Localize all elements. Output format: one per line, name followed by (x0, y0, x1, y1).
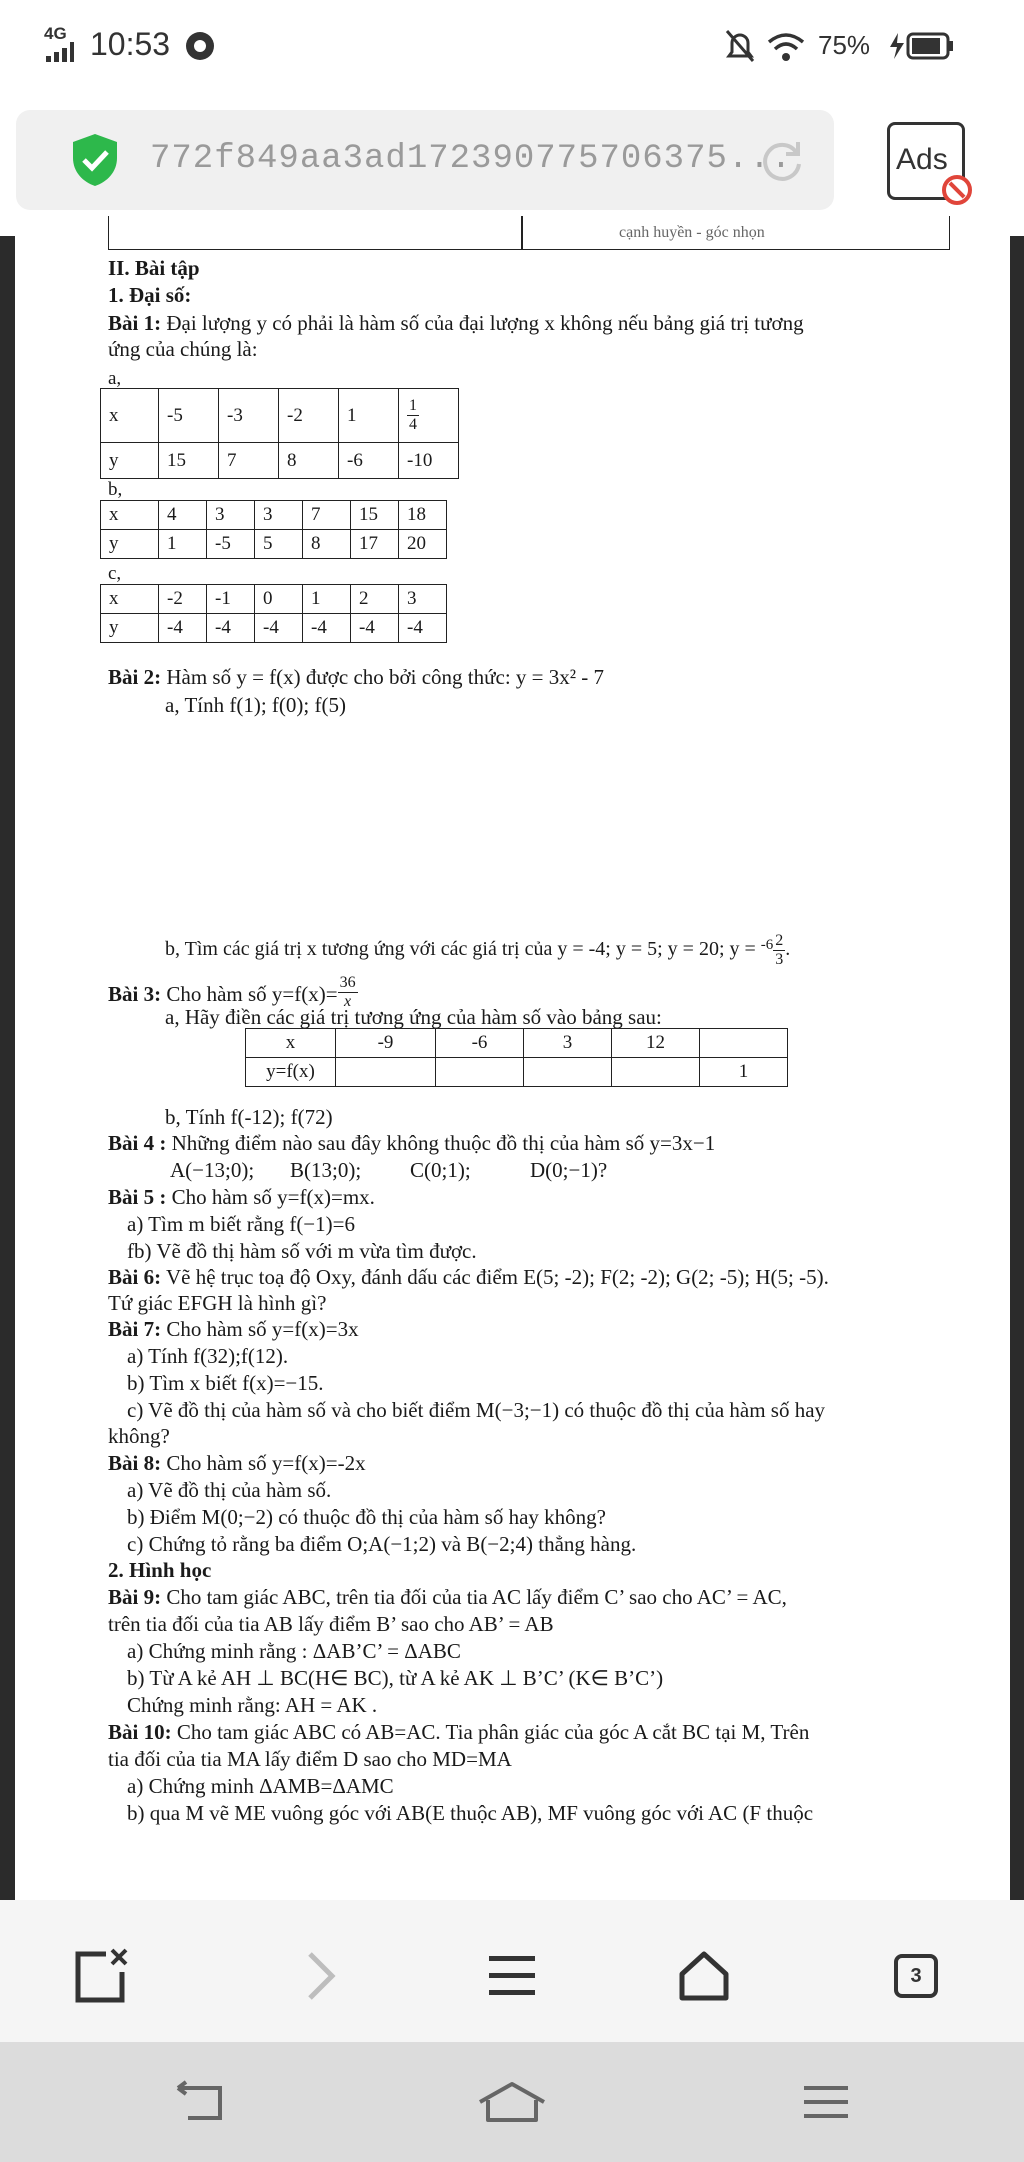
bai5-text: Cho hàm số y=f(x)=mx. (166, 1185, 375, 1209)
table-cell (524, 1058, 612, 1087)
bai10-b: b) qua M vẽ ME vuông góc với AB(E thuộc AB), MF vuông góc với AC (F thuộc (127, 1801, 814, 1825)
menu-button[interactable] (472, 1936, 552, 2016)
close-tab-icon (68, 1944, 132, 2008)
bai5-line (108, 1184, 375, 1210)
table-cell: 20 (399, 530, 447, 559)
table-cell: -6 (339, 443, 399, 479)
fraction-numerator: 36 (339, 974, 356, 991)
bai9-line2: trên tia đối của tia AB lấy điểm B’ sao cho AB’ = AB (108, 1612, 554, 1636)
table-row (101, 443, 459, 479)
table-cell: 12 (612, 1029, 700, 1058)
address-bar[interactable] (16, 110, 834, 210)
document-viewer[interactable] (0, 224, 1024, 1900)
bai6-label: Bài 6: (108, 1265, 162, 1289)
bai4-text: Những điểm nào sau đây không thuộc đồ thị của hàm số y=3x−1 (166, 1131, 716, 1155)
home-system-icon (476, 2080, 548, 2124)
table-row (101, 389, 459, 443)
bai7-c: c) Vẽ đồ thị của hàm số và cho biết điểm M(−3;−1) có thuộc đồ thị của hàm số hay (127, 1398, 826, 1422)
table-cell: 15 (159, 443, 219, 479)
bai5-a: a) Tìm m biết rằng f(−1)=6 (127, 1212, 355, 1236)
forward-button[interactable] (280, 1936, 360, 2016)
table-cell: 3 (255, 501, 303, 530)
menu-icon (487, 1952, 537, 2000)
table-b-label: b, (108, 479, 123, 500)
bai1-label: Bài 1: (108, 311, 162, 335)
bai7-line (108, 1316, 359, 1342)
table-cell: 2 (351, 585, 399, 614)
bai10-label: Bài 10: (108, 1720, 172, 1744)
table-3 (245, 1028, 788, 1087)
fraction (773, 932, 785, 969)
table-cell (336, 1058, 436, 1087)
table-cell: -9 (336, 1029, 436, 1058)
recents-icon (802, 2082, 850, 2122)
reload-icon[interactable] (758, 136, 806, 184)
table-cell: 7 (303, 501, 351, 530)
bai2-a: a, Tính f(1); f(0); f(5) (165, 693, 346, 717)
bai8-text: Cho hàm số y=f(x)=-2x (161, 1451, 366, 1475)
tabs-count: 3 (910, 1964, 922, 1987)
bai2-b (165, 932, 790, 969)
table-a-label: a, (108, 368, 122, 389)
bai6-text: Vẽ hệ trục toạ độ Oxy, đánh dấu các điểm E(5; -2); F(2; -2); G(2; -5); H(5; -5). (161, 1265, 829, 1289)
table-cell: 18 (399, 501, 447, 530)
bai2-line (108, 664, 604, 690)
battery-percent: 75% (818, 30, 871, 60)
table-b (100, 500, 447, 559)
bai7-text: Cho hàm số y=f(x)=3x (161, 1317, 359, 1341)
status-bar (0, 0, 1024, 96)
bai7-c2: không? (108, 1424, 170, 1448)
table-cell: -4 (159, 614, 207, 643)
bai2-b-end: . (785, 938, 791, 961)
table-row (246, 1029, 788, 1058)
table-cell: y (101, 443, 159, 479)
table-cell: -10 (399, 443, 459, 479)
tabs-button[interactable] (876, 1936, 956, 2016)
bai8-label: Bài 8: (108, 1451, 162, 1475)
table-cell: 4 (159, 501, 207, 530)
bai8-c: c) Chứng tỏ rằng ba điểm O;A(−1;2) và B(−2;4) thẳng hàng. (127, 1532, 637, 1556)
bai4-line (108, 1130, 715, 1156)
shield-check-icon (70, 132, 120, 188)
table-cell: 8 (303, 530, 351, 559)
table-cell: 17 (351, 530, 399, 559)
bai10-line2: tia đối của tia MA lấy điểm D sao cho MD=MA (108, 1747, 512, 1771)
section-title: II. Bài tập (108, 256, 200, 280)
bai9-label: Bài 9: (108, 1585, 162, 1609)
wifi-icon (766, 30, 806, 64)
table-cell: y=f(x) (246, 1058, 336, 1087)
home-system-button[interactable] (472, 2072, 552, 2132)
system-navigation-bar (0, 2042, 1024, 2162)
bai7-b: b) Tìm x biết f(x)=−15. (127, 1371, 324, 1395)
tabs-icon (894, 1954, 938, 1998)
table-cell: 5 (255, 530, 303, 559)
back-button[interactable] (160, 2072, 240, 2132)
bai5-b: fb) Vẽ đồ thị hàm số với m vừa tìm được. (127, 1239, 477, 1263)
battery-icon (888, 31, 954, 61)
game-icon (186, 32, 214, 60)
bai4-label: Bài 4 : (108, 1131, 167, 1155)
table-cell: 1 (159, 530, 207, 559)
browser-toolbar (0, 96, 1024, 236)
recents-button[interactable] (786, 2072, 866, 2132)
cutoff-cell-text: cạnh huyền - góc nhọn (619, 224, 765, 241)
bai10-a: a) Chứng minh ΔAMB=ΔAMC (127, 1774, 394, 1798)
table-cell: 3 (524, 1029, 612, 1058)
bai9-b: b) Từ A kẻ AH ⊥ BC(H∈ BC), từ A kẻ AK ⊥ B’C’ (K∈ B’C’) (127, 1666, 664, 1690)
table-cell: 7 (219, 443, 279, 479)
fraction-numerator: 2 (775, 932, 784, 949)
home-icon (676, 1948, 732, 2004)
bai4-point-b: B(13;0); (290, 1158, 362, 1182)
bai3-b: b, Tính f(-12); f(72) (165, 1105, 333, 1129)
signal-icon (44, 26, 84, 66)
table-cell: -5 (159, 389, 219, 443)
table-cell: -5 (207, 530, 255, 559)
bai2-b-whole: -6 (760, 937, 774, 954)
bai6-line2: Tứ giác EFGH là hình gì? (108, 1291, 327, 1315)
table-cell: -6 (436, 1029, 524, 1058)
table-cell: 8 (279, 443, 339, 479)
table-cell (436, 1058, 524, 1087)
bai8-line (108, 1450, 366, 1476)
bai5-label: Bài 5 : (108, 1185, 167, 1209)
table-cell: x (101, 585, 159, 614)
subsection-algebra: 1. Đại số: (108, 283, 192, 307)
bai1-text: Đại lượng y có phải là hàm số của đại lượng x không nếu bảng giá trị tương (161, 311, 804, 335)
table-c (100, 584, 447, 643)
table-cell: -2 (159, 585, 207, 614)
table-cell: x (101, 501, 159, 530)
bai4-point-c: C(0;1); (410, 1158, 471, 1182)
table-cell: -1 (207, 585, 255, 614)
document-page-2 (15, 846, 1010, 1966)
bai9-a: a) Chứng minh rằng : ΔAB’C’ = ΔABC (127, 1639, 461, 1663)
forward-icon (300, 1948, 340, 2004)
table-cell (612, 1058, 700, 1087)
table-cell: 3 (399, 585, 447, 614)
bai3-a: a, Hãy điền các giá trị tương ứng của hàm số vào bảng sau: (165, 1005, 662, 1029)
table-a (100, 388, 459, 479)
bai2-label: Bài 2: (108, 665, 162, 689)
clock: 10:53 (90, 26, 171, 62)
bai4-point-a: A(−13;0); (170, 1158, 255, 1182)
bai1-line1 (108, 310, 804, 336)
table-row (101, 614, 447, 643)
blocked-icon (942, 175, 972, 205)
bai7-label: Bài 7: (108, 1317, 162, 1341)
bai8-b: b) Điểm M(0;−2) có thuộc đồ thị của hàm số hay không? (127, 1505, 606, 1529)
cutoff-table (108, 216, 950, 250)
ads-block-button[interactable] (887, 122, 965, 200)
bai3-text: Cho hàm số y=f(x)= (161, 982, 338, 1006)
bai4-point-d: D(0;−1)? (530, 1158, 608, 1182)
table-row (101, 501, 447, 530)
bai7-a: a) Tính f(32);f(12). (127, 1344, 289, 1368)
table-cell: 0 (255, 585, 303, 614)
table-cell: -4 (303, 614, 351, 643)
table-cell (700, 1029, 788, 1058)
bell-off-icon (724, 28, 756, 64)
bai3-label: Bài 3: (108, 982, 162, 1006)
table-cell: 3 (207, 501, 255, 530)
fraction-denominator: x (344, 993, 352, 1010)
bai10-text: Cho tam giác ABC có AB=AC. Tia phân giác của góc A cắt BC tại M, Trên (171, 1720, 810, 1744)
close-tab-button[interactable] (60, 1936, 140, 2016)
table-cell: x (101, 389, 159, 443)
table-cell: -4 (399, 614, 447, 643)
table-cell (399, 389, 459, 443)
back-icon (172, 2080, 228, 2124)
bai6-line (108, 1264, 829, 1290)
bai9-b2: Chứng minh rằng: AH = AK . (127, 1693, 378, 1717)
subsection-geometry: 2. Hình học (108, 1558, 212, 1582)
bai2-text: Hàm số y = f(x) được cho bởi công thức: y = 3x² - 7 (161, 665, 605, 689)
fraction-denominator: 4 (409, 416, 417, 433)
table-cell: -2 (279, 389, 339, 443)
table-cell: y (101, 530, 159, 559)
table-cell: -4 (207, 614, 255, 643)
table-cell: 1 (700, 1058, 788, 1087)
browser-bottom-nav (0, 1900, 1024, 2042)
fraction-denominator: 3 (775, 951, 784, 968)
table-cell: x (246, 1029, 336, 1058)
table-row (246, 1058, 788, 1087)
table-cell: 1 (339, 389, 399, 443)
fraction-numerator: 1 (409, 397, 417, 414)
url-text[interactable]: 772f849aa3ad17239077570637​5... (150, 140, 793, 178)
table-cell: 15 (351, 501, 399, 530)
bai10-line (108, 1719, 809, 1745)
bai1-line2: ứng của chúng là: (108, 337, 258, 361)
table-cell: 1 (303, 585, 351, 614)
table-c-label: c, (108, 563, 122, 584)
table-row (101, 585, 447, 614)
bai9-line (108, 1584, 787, 1610)
bai2-b-text: b, Tìm các giá trị x tương ứng với các giá trị của y = -4; y = 5; y = 20; y = (165, 938, 756, 961)
table-cell: y (101, 614, 159, 643)
ads-label: Ads (896, 143, 948, 176)
fraction (407, 397, 419, 434)
bai8-a: a) Vẽ đồ thị của hàm số. (127, 1478, 332, 1502)
home-button[interactable] (664, 1936, 744, 2016)
table-row (101, 530, 447, 559)
table-cell: -4 (351, 614, 399, 643)
bai9-text: Cho tam giác ABC, trên tia đối của tia AC lấy điểm C’ sao cho AC’ = AC, (161, 1585, 787, 1609)
table-cell: -4 (255, 614, 303, 643)
network-type: 4G (44, 24, 67, 43)
table-cell: -3 (219, 389, 279, 443)
